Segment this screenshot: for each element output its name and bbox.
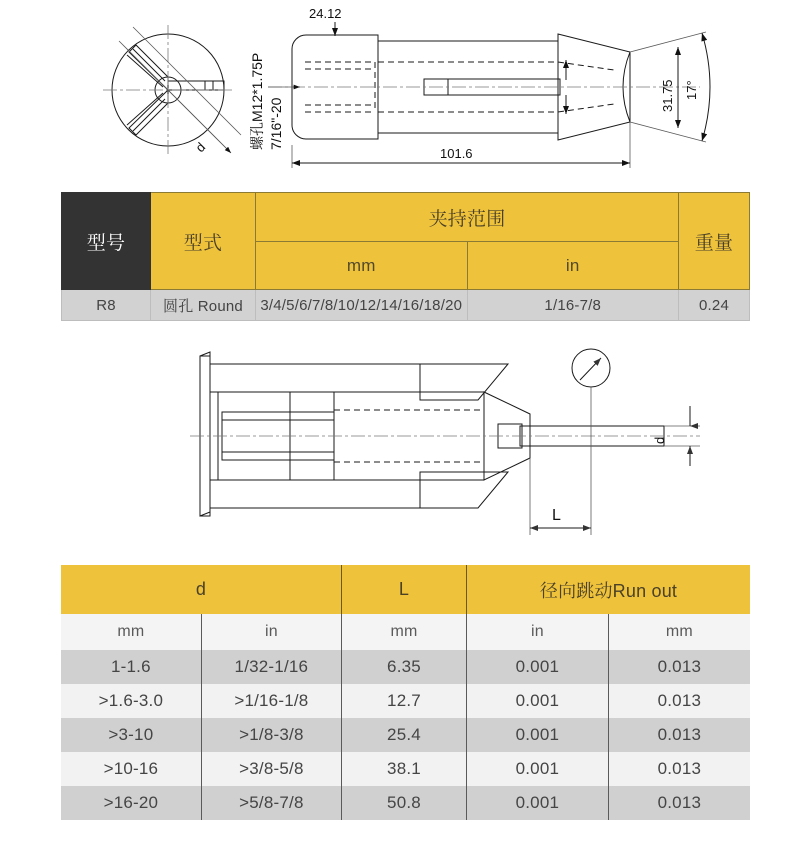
table-row [62,290,750,321]
cell-d-mm: >16-20 [61,786,201,820]
cell-d-mm: >3-10 [61,718,201,752]
cell-runout-mm: 0.013 [608,718,750,752]
thread-note-line2: 7/16"-20 [268,97,284,150]
header-group-d: d [61,565,342,614]
cell-l-mm: 12.7 [342,684,467,718]
dial-indicator-icon [572,349,610,470]
table-row [61,718,750,752]
header-clamping-range: 夹持范围 [256,193,679,242]
cell-runout-mm: 0.013 [608,752,750,786]
runout-group-header-row [61,565,750,614]
cell-d-in: >1/8-3/8 [201,718,341,752]
runout-unit-header-row [61,614,750,650]
cell-d-mm: 1-1.6 [61,650,201,684]
header-l-mm: mm [342,614,467,650]
cell-d-in: 1/32-1/16 [201,650,341,684]
table-header-row-1 [62,193,750,242]
dim-d-label: d [652,436,667,444]
collet-section-drawing [0,340,807,555]
dim-L-section [530,458,591,535]
collet-end-view [103,25,241,155]
header-d-in: in [201,614,341,650]
header-clamping-mm: mm [256,242,468,290]
cell-model: R8 [62,290,151,321]
cell-style: 圆孔 Round [151,290,256,321]
cell-weight: 0.24 [679,290,750,321]
dim-31-75 [660,47,678,128]
dim-L-label: L [552,507,561,524]
thread-note-line1: 螺孔M12*1.75P [249,52,265,150]
header-clamping-in: in [467,242,679,290]
table-row [61,786,750,820]
collet-assembly-drawing [0,0,807,182]
cell-runout-mm: 0.013 [608,786,750,820]
dim-101-6 [292,122,630,168]
cell-l-mm: 6.35 [342,650,467,684]
cell-l-mm: 25.4 [342,718,467,752]
collet-side-elevation [268,34,700,140]
end-view-d-label: d [192,139,209,156]
cell-l-mm: 50.8 [342,786,467,820]
dim-31-75-value: 31.75 [660,79,675,112]
dim-24-12 [309,6,342,36]
header-runout-in: in [467,614,609,650]
cell-runout-in: 0.001 [467,650,609,684]
dim-101-6-value: 101.6 [440,146,473,161]
dim-24-12-value: 24.12 [309,6,342,21]
cell-runout-mm: 0.013 [608,650,750,684]
cell-runout-in: 0.001 [467,786,609,820]
thread-note [249,53,284,150]
header-group-runout: 径向跳动Run out [467,565,751,614]
spindle-body [200,352,508,516]
cell-runout-mm: 0.013 [608,684,750,718]
cell-d-mm: >10-16 [61,752,201,786]
cell-d-in: >1/16-1/8 [201,684,341,718]
header-group-l: L [342,565,467,614]
cell-runout-in: 0.001 [467,684,609,718]
cell-range-in: 1/16-7/8 [467,290,679,321]
header-style: 型式 [151,193,256,290]
header-model: 型号 [62,193,151,290]
cell-runout-in: 0.001 [467,752,609,786]
header-weight: 重量 [679,193,750,290]
table-row [61,650,750,684]
cell-d-in: >5/8-7/8 [201,786,341,820]
dim-17-deg-value: 17° [684,80,699,100]
collet-inside-spindle [190,392,700,480]
header-d-mm: mm [61,614,201,650]
cell-runout-in: 0.001 [467,718,609,752]
cell-range-mm: 3/4/5/6/7/8/10/12/14/16/18/20 [256,290,468,321]
cell-d-mm: >1.6-3.0 [61,684,201,718]
table-row [61,684,750,718]
table-row [61,752,750,786]
header-runout-mm: mm [608,614,750,650]
cell-l-mm: 38.1 [342,752,467,786]
specification-table [61,192,750,321]
runout-table [61,565,750,820]
cell-d-in: >3/8-5/8 [201,752,341,786]
